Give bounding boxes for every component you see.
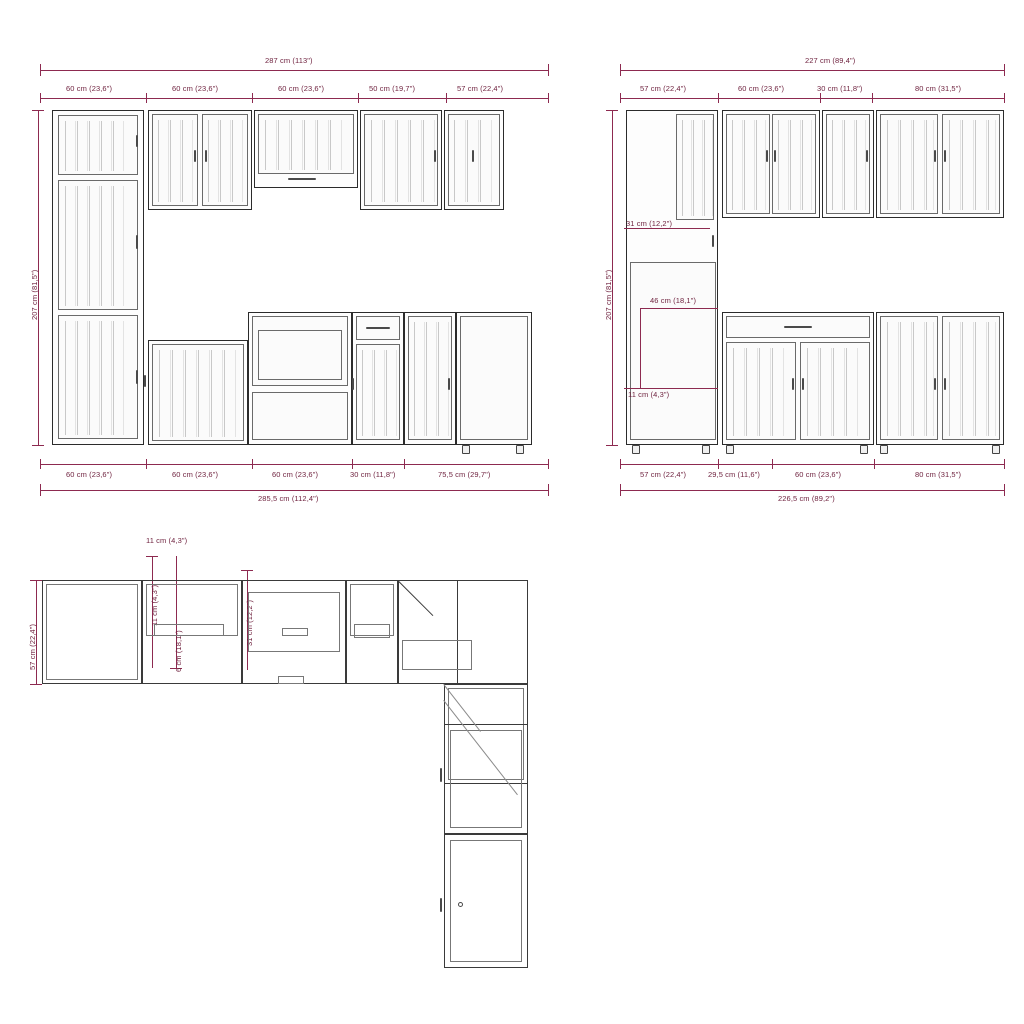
cabinet-panel (460, 316, 528, 440)
cabinet-door (676, 114, 714, 220)
plan-corner-angle (398, 580, 528, 684)
cabinet-door (800, 342, 870, 440)
plan-corner-inner (46, 584, 138, 680)
left-top-overall-label: 287 cm (113") (265, 56, 313, 65)
cabinet-foot (516, 445, 524, 454)
tick (1004, 64, 1005, 76)
right-bottom-seg-label: 29,5 cm (11,6") (708, 470, 760, 479)
door-handle (712, 235, 714, 247)
tick (146, 556, 158, 557)
plan-sink-detail (282, 628, 308, 636)
door-handle (472, 150, 474, 162)
right-bottom-overall-line (620, 490, 1004, 491)
tick (820, 93, 821, 103)
plan-unit-inner (450, 840, 522, 962)
cabinet-door (152, 344, 244, 441)
cabinet-door (942, 114, 1000, 214)
left-bottom-overall-label: 285,5 cm (112,4") (258, 494, 319, 503)
left-bottom-seg-label: 60 cm (23,6") (66, 470, 113, 479)
right-inner-line-46 (640, 308, 718, 309)
right-inner-line-31 (624, 228, 710, 229)
plan-knob (458, 902, 463, 907)
cabinet-door (880, 114, 938, 214)
tick (30, 684, 42, 685)
cabinet-door (826, 114, 870, 214)
right-top-seg-line (620, 98, 1004, 99)
tick (620, 484, 621, 496)
plan-label-11-top: 11 cm (4,3") (146, 536, 188, 545)
cabinet-foot (462, 445, 470, 454)
cabinet-door (448, 114, 500, 206)
plan-unit-detail (154, 624, 224, 636)
drawer-handle (784, 326, 812, 328)
tick (146, 459, 147, 469)
cabinet-foot (992, 445, 1000, 454)
right-bottom-overall-label: 226,5 cm (89,2") (778, 494, 835, 503)
tick (358, 93, 359, 103)
tick (40, 484, 41, 496)
tick (606, 445, 618, 446)
door-handle (934, 150, 936, 162)
left-bottom-seg-label: 60 cm (23,6") (272, 470, 319, 479)
door-handle (434, 150, 436, 162)
tick (40, 64, 41, 76)
plan-sink-basin (248, 592, 340, 652)
cabinet-door (356, 344, 400, 440)
tick (32, 445, 44, 446)
cabinet-foot (632, 445, 640, 454)
tick (32, 110, 44, 111)
plan-handle (440, 768, 442, 782)
plan-label-31: 31 cm (12,2") (245, 599, 254, 646)
cabinet-door (252, 392, 348, 440)
door-handle (792, 378, 794, 390)
drawer-handle (288, 178, 316, 180)
door-handle (352, 378, 354, 390)
cabinet-foot (860, 445, 868, 454)
tick (620, 459, 621, 469)
tick (872, 93, 873, 103)
tick (40, 93, 41, 103)
tick (548, 484, 549, 496)
cabinet-foot (726, 445, 734, 454)
tick (252, 459, 253, 469)
door-handle (136, 370, 138, 384)
cabinet-panel (630, 262, 716, 440)
tick (772, 459, 773, 469)
cabinet-door (58, 180, 138, 310)
tick (446, 93, 447, 103)
tick (620, 64, 621, 76)
right-top-seg-label: 60 cm (23,6") (738, 84, 785, 93)
door-handle (144, 375, 146, 387)
tick (352, 459, 353, 469)
plan-label-11: 11 cm (4,3") (150, 584, 159, 626)
door-handle (774, 150, 776, 162)
right-top-overall-line (620, 70, 1004, 71)
tick (620, 93, 621, 103)
left-top-seg-label: 60 cm (23,6") (172, 84, 219, 93)
tick (1004, 93, 1005, 103)
tick (30, 580, 42, 581)
door-handle (944, 150, 946, 162)
door-handle (448, 378, 450, 390)
plan-handle (440, 898, 442, 912)
tick (1004, 459, 1005, 469)
right-inner-label-31: 31 cm (12,2") (626, 219, 673, 228)
cabinet-door (152, 114, 198, 206)
cabinet-foot (702, 445, 710, 454)
tick (252, 93, 253, 103)
right-top-seg-label: 80 cm (31,5") (915, 84, 962, 93)
left-bottom-seg-label: 60 cm (23,6") (172, 470, 219, 479)
door-handle (934, 378, 936, 390)
door-handle (205, 150, 207, 162)
left-top-seg-label: 60 cm (23,6") (278, 84, 325, 93)
cabinet-door (726, 114, 770, 214)
right-bottom-seg-label: 60 cm (23,6") (795, 470, 842, 479)
door-handle (136, 235, 138, 249)
left-bottom-seg-label: 30 cm (11,8") (350, 470, 396, 479)
cabinet-door (408, 316, 452, 440)
tick (548, 459, 549, 469)
right-bottom-seg-label: 57 cm (22,4") (640, 470, 687, 479)
cabinet-door (58, 115, 138, 175)
right-height-label: 207 cm (81,5") (604, 269, 613, 320)
tick (874, 459, 875, 469)
right-top-seg-label: 57 cm (22,4") (640, 84, 687, 93)
cabinet-door (258, 114, 354, 174)
tick (241, 570, 253, 571)
right-bottom-seg-label: 80 cm (31,5") (915, 470, 962, 479)
tick (606, 110, 618, 111)
plan-drawer-detail (354, 624, 390, 638)
left-bottom-seg-line (40, 464, 548, 465)
right-top-seg-label: 30 cm (11,8") (817, 84, 863, 93)
cabinet-door (880, 316, 938, 440)
cabinet-foot (880, 445, 888, 454)
door-handle (136, 135, 138, 147)
right-inner-line-11 (624, 388, 718, 389)
cabinet-door (726, 342, 796, 440)
cabinet-door (58, 315, 138, 439)
right-top-overall-label: 227 cm (89,4") (805, 56, 856, 65)
plan-sink-detail (278, 676, 304, 684)
cabinet-door (364, 114, 438, 206)
right-bottom-seg-line (620, 464, 1004, 465)
tick (146, 93, 147, 103)
tick (404, 459, 405, 469)
right-inner-label-46: 46 cm (18,1") (650, 296, 697, 305)
tick (718, 459, 719, 469)
door-handle (866, 150, 868, 162)
door-handle (944, 378, 946, 390)
cabinet-door (202, 114, 248, 206)
tick (548, 93, 549, 103)
tick (1004, 484, 1005, 496)
plan-label-6: 6 cm (18,1") (174, 630, 183, 672)
left-bottom-seg-label: 75,5 cm (29,7") (438, 470, 491, 479)
left-top-overall-line (40, 70, 548, 71)
plan-depth-label: 57 cm (22,4") (28, 623, 37, 670)
sink-inner (258, 330, 342, 380)
right-inner-label-11: 11 cm (4,3") (628, 390, 670, 399)
right-inner-vline (640, 308, 641, 388)
cabinet-door (772, 114, 816, 214)
tick (548, 64, 549, 76)
door-handle (802, 378, 804, 390)
drawer-handle (366, 327, 390, 329)
left-top-seg-label: 60 cm (23,6") (66, 84, 113, 93)
tick (40, 459, 41, 469)
cabinet-door (942, 316, 1000, 440)
left-height-label: 207 cm (81,5") (30, 269, 39, 320)
plan-unit-inner (450, 730, 522, 828)
left-top-seg-label: 57 cm (22,4") (457, 84, 504, 93)
door-handle (766, 150, 768, 162)
door-handle (194, 150, 196, 162)
left-bottom-overall-line (40, 490, 548, 491)
left-top-seg-label: 50 cm (19,7") (369, 84, 416, 93)
tick (718, 93, 719, 103)
left-top-seg-line (40, 98, 548, 99)
